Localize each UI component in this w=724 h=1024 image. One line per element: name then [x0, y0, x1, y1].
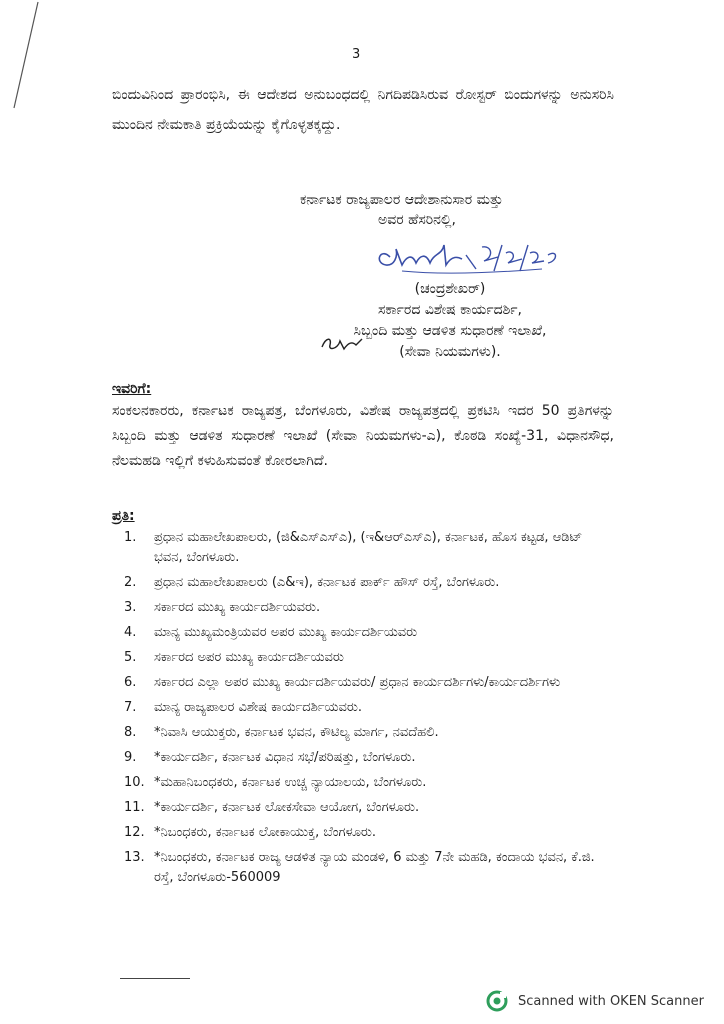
copy-to-item-number: 12. [124, 825, 145, 840]
copy-to-item-text: ಮಾನ್ಯ ರಾಜ್ಯಪಾಲರ ವಿಶೇಷ ಕಾರ್ಯದರ್ಶಿಯವರು. [154, 700, 362, 715]
copy-to-item [112, 723, 614, 743]
copy-to-item-text: *ನಿವಾಸಿ ಆಯುಕ್ತರು, ಕರ್ನಾಟಕ ಭವನ, ಕೌಟಿಲ್ಯ ಮಾರ್ಗ, ನವದೆಹಲಿ. [154, 725, 439, 740]
copy-to-item [112, 598, 614, 618]
copy-to-heading: ಪ್ರತಿ: [112, 508, 135, 524]
copy-to-item-number: 8. [124, 725, 137, 740]
scanner-watermark-text: Scanned with OKEN Scanner [518, 993, 704, 1009]
copy-to-item-number: 4. [124, 625, 137, 640]
addressee-block [112, 381, 614, 474]
copy-to-item-text: *ಮಹಾನಿಬಂಧಕರು, ಕರ್ನಾಟಕ ಉಚ್ಚ ನ್ಯಾಯಾಲಯ, ಬೆಂಗಳೂರು. [154, 775, 427, 790]
signatory-section: (ಸೇವಾ ನಿಯಮಗಳು). [399, 344, 501, 360]
copy-to-item-number: 3. [124, 600, 137, 615]
copy-to-item [112, 573, 614, 593]
initials-mark [318, 333, 366, 353]
copy-to-item-text: *ನಿಬಂಧಕರು, ಕರ್ನಾಟಕ ರಾಜ್ಯ ಆಡಳಿತ ನ್ಯಾಯ ಮಂಡಳಿ, 6 ಮತ್ತು 7ನೇ ಮಹಡಿ, ಕಂದಾಯ ಭವನ, ಕೆ.ಜಿ. ರಸ್ತೆ, ಬೆಂಗಳೂರು-560009 [154, 850, 595, 885]
copy-to-item-text: ಮಾನ್ಯ ಮುಖ್ಯಮಂತ್ರಿಯವರ ಅಪರ ಮುಖ್ಯ ಕಾರ್ಯದರ್ಶಿಯವರು [154, 625, 418, 640]
copy-to-item [112, 798, 614, 818]
copy-to-item-text: ಸರ್ಕಾರದ ಎಲ್ಲಾ ಅಪರ ಮುಖ್ಯ ಕಾರ್ಯದರ್ಶಿಯವರು/ ಪ್ರಧಾನ ಕಾರ್ಯದರ್ಶಿಗಳು/ಕಾರ್ಯದರ್ಶಿಗಳು [154, 675, 561, 690]
copy-to-item-number: 1. [124, 530, 137, 545]
signatory-name: (ಚಂದ್ರಶೇಖರ್) [414, 281, 486, 297]
closing-line-1: ಕರ್ನಾಟಕ ರಾಜ್ಯಪಾಲರ ಆದೇಶಾನುಸಾರ ಮತ್ತು [300, 192, 504, 208]
copy-to-item [112, 673, 614, 693]
copy-to-item [112, 823, 614, 843]
scanner-watermark [486, 990, 704, 1012]
copy-to-item-text: *ಕಾರ್ಯದರ್ಶಿ, ಕರ್ನಾಟಕ ವಿಧಾನ ಸಭೆ/ಪರಿಷತ್ತು, ಬೆಂಗಳೂರು. [154, 750, 416, 765]
copy-to-item [112, 648, 614, 668]
signatory-designation: ಸರ್ಕಾರದ ವಿಶೇಷ ಕಾರ್ಯದರ್ಶಿ, [378, 302, 522, 318]
addressee-body: ಸಂಕಲನಕಾರರು, ಕರ್ನಾಟಕ ರಾಜ್ಯಪತ್ರ, ಬೆಂಗಳೂರು, ವಿಶೇಷ ರಾಜ್ಯಪತ್ರದಲ್ಲಿ ಪ್ರಕಟಿಸಿ ಇದರ 50 ಪ್ರತಿಗಳನ್ನು ಸಿಬ್ಬಂದಿ ಮತ್ತು ಆಡಳಿತ ಸುಧಾರಣೆ ಇಲಾಖೆ (ಸೇವಾ ನಿಯಮಗಳು-ಎ), ಕೊಠಡಿ ಸಂಖ್ಯೆ-31, ವಿಧಾನಸೌಧ, ನೆಲಮಹಡಿ ಇಲ್ಲಿಗೆ ಕಳುಹಿಸುವಂತೆ ಕೋರಲಾಗಿದೆ. [112, 403, 614, 469]
copy-to-item [112, 528, 614, 568]
copy-to-item-number: 11. [124, 800, 145, 815]
addressee-heading: ಇವರಿಗೆ: [112, 381, 152, 397]
copy-to-item [112, 698, 614, 718]
handwritten-signature [372, 235, 562, 280]
copy-to-item-number: 2. [124, 575, 137, 590]
closing-formula [300, 190, 590, 230]
copy-to-item-number: 9. [124, 750, 137, 765]
copy-to-item [112, 773, 614, 793]
copy-to-list [112, 528, 614, 888]
scanner-logo-icon [486, 990, 508, 1012]
order-paragraph-continuation: ಬಿಂದುವಿನಿಂದ ಪ್ರಾರಂಭಿಸಿ, ಈ ಆದೇಶದ ಅನುಬಂಧದಲ್ಲಿ ನಿಗದಿಪಡಿಸಿರುವ ರೋಸ್ಟರ್ ಬಿಂದುಗಳನ್ನು ಅನುಸರಿಸಿ ಮುಂದಿನ ನೇಮಕಾತಿ ಪ್ರಕ್ರಿಯೆಯನ್ನು ಕೈಗೊಳ್ಳತಕ್ಕದ್ದು. [112, 87, 614, 133]
copy-to-item-number: 13. [124, 850, 145, 865]
copy-to-item [112, 748, 614, 768]
closing-line-2: ಅವರ ಹೆಸರಿನಲ್ಲಿ, [378, 212, 456, 228]
copy-to-item-number: 6. [124, 675, 137, 690]
copy-to-item-number: 10. [124, 775, 145, 790]
copy-to-item-text: *ನಿಬಂಧಕರು, ಕರ್ನಾಟಕ ಲೋಕಾಯುಕ್ತ, ಬೆಂಗಳೂರು. [154, 825, 377, 840]
footnote-divider [120, 978, 190, 979]
signatory-department: ಸಿಬ್ಬಂದಿ ಮತ್ತು ಆಡಳಿತ ಸುಧಾರಣೆ ಇಲಾಖೆ, [353, 323, 547, 339]
scan-edge-mark [0, 0, 60, 110]
copy-to-item-text: ಸರ್ಕಾರದ ಮುಖ್ಯ ಕಾರ್ಯದರ್ಶಿಯವರು. [154, 600, 321, 615]
copy-to-block [112, 508, 614, 893]
copy-to-item-text: ಪ್ರಧಾನ ಮಹಾಲೇಖಪಾಲರು, (ಜಿ&ಎಸ್‌ಎಸ್‌ಎ), (ಇ&ಆರ್‌ಎಸ್‌ಎ), ಕರ್ನಾಟಕ, ಹೊಸ ಕಟ್ಟಡ, ಆಡಿಟ್ ಭವನ, ಬೆಂಗಳೂರು. [154, 530, 583, 565]
copy-to-item [112, 623, 614, 643]
copy-to-item-text: *ಕಾರ್ಯದರ್ಶಿ, ಕರ್ನಾಟಕ ಲೋಕಸೇವಾ ಆಯೋಗ, ಬೆಂಗಳೂರು. [154, 800, 420, 815]
copy-to-item-text: ಸರ್ಕಾರದ ಅಪರ ಮುಖ್ಯ ಕಾರ್ಯದರ್ಶಿಯವರು [154, 650, 344, 665]
copy-to-item-number: 7. [124, 700, 137, 715]
page-number: 3 [352, 47, 361, 62]
copy-to-item-text: ಪ್ರಧಾನ ಮಹಾಲೇಖಪಾಲರು (ಎ&ಇ), ಕರ್ನಾಟಕ ಪಾರ್ಕ್ ಹೌಸ್ ರಸ್ತೆ, ಬೆಂಗಳೂರು. [154, 575, 500, 590]
copy-to-item [112, 848, 614, 888]
copy-to-item-number: 5. [124, 650, 137, 665]
